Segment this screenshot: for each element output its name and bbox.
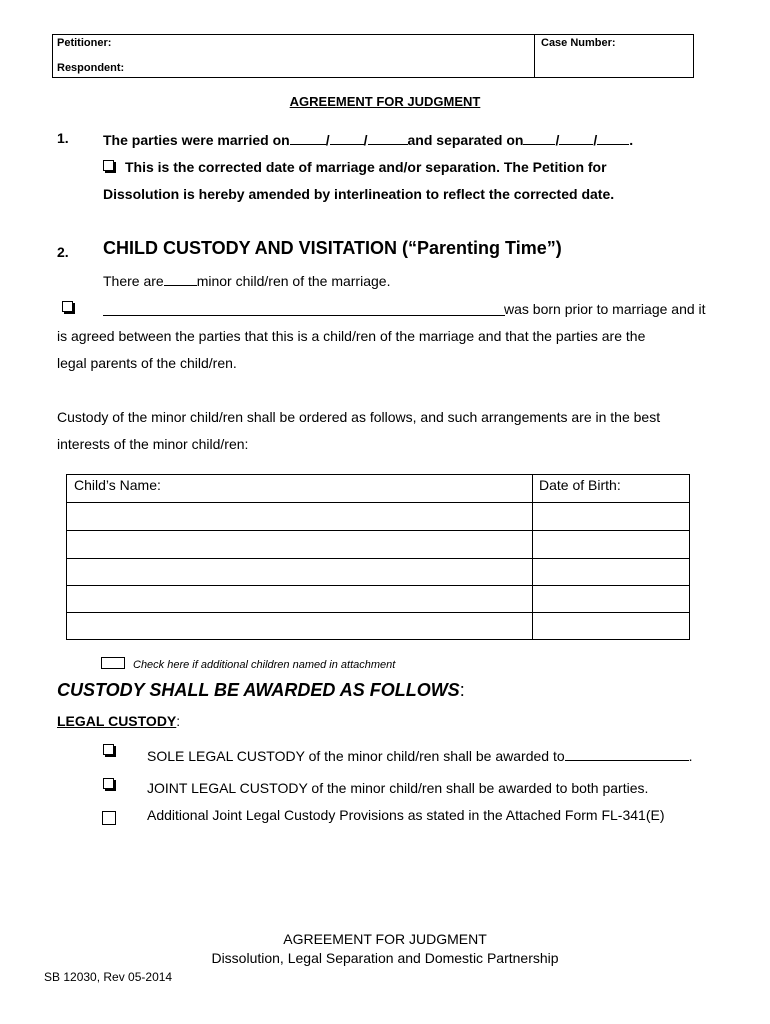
joint-legal-custody-checkbox[interactable] [103, 778, 114, 789]
table-row[interactable] [67, 586, 689, 613]
custody-order-text-1: Custody of the minor child/ren shall be ordered as follows, and such arrangements are in the best [57, 409, 661, 425]
legal-custody-colon: : [176, 713, 181, 729]
sole-legal-custody-line [147, 746, 693, 764]
date-of-birth-header: Date of Birth: [539, 477, 621, 493]
married-day-blank[interactable] [330, 130, 364, 145]
born-prior-name-blank[interactable] [103, 315, 505, 316]
separated-on-text: and separated on [407, 132, 524, 148]
sole-legal-custody-checkbox[interactable] [103, 744, 114, 755]
legal-custody-heading [57, 713, 180, 729]
marriage-dates-end: . [629, 132, 634, 148]
separated-day-blank[interactable] [559, 130, 593, 145]
additional-joint-provisions-checkbox[interactable] [102, 811, 116, 825]
footer-subtitle: Dissolution, Legal Separation and Domestic Partnership [211, 950, 559, 966]
there-are-text: There are [103, 273, 164, 289]
table-row[interactable] [67, 503, 689, 530]
legal-custody-heading-text: LEGAL CUSTODY [57, 713, 177, 729]
petitioner-label: Petitioner: [57, 37, 112, 49]
caption-divider [534, 35, 535, 77]
section-1-number: 1. [57, 130, 69, 146]
respondent-label: Respondent: [57, 62, 125, 74]
footer-title: AGREEMENT FOR JUDGMENT [283, 931, 487, 947]
married-on-text: The parties were married on [103, 132, 290, 148]
custody-order-text-2: interests of the minor child/ren: [57, 436, 249, 452]
additional-joint-provisions-text: Additional Joint Legal Custody Provisions as stated in the Attached Form FL-341(E) [147, 807, 665, 823]
additional-children-checkbox[interactable] [101, 657, 125, 669]
corrected-date-text-1: This is the corrected date of marriage and/or separation. The Petition for [125, 159, 607, 175]
sole-custody-end: . [688, 748, 693, 764]
child-name-header: Child’s Name: [74, 477, 161, 493]
sole-custody-party-blank[interactable] [565, 746, 689, 761]
corrected-date-text-2: Dissolution is hereby amended by interlineation to reflect the corrected date. [103, 186, 615, 202]
section-2-number: 2. [57, 244, 69, 260]
section-2-heading: CHILD CUSTODY AND VISITATION (“Parenting Time”) [103, 238, 562, 258]
born-prior-text: was born prior to marriage and it [504, 301, 706, 317]
form-id: SB 12030, Rev 05-2014 [44, 970, 173, 984]
custody-heading [57, 680, 465, 701]
minor-children-text: minor child/ren of the marriage. [196, 273, 391, 289]
corrected-date-checkbox[interactable] [103, 160, 114, 171]
custody-heading-text: CUSTODY SHALL BE AWARDED AS FOLLOWS [57, 680, 460, 700]
legal-parents-text-1: is agreed between the parties that this is a child/ren of the marriage and that the parties are the [57, 328, 646, 344]
caption-box [52, 34, 694, 78]
sole-legal-custody-text: SOLE LEGAL CUSTODY of the minor child/ren shall be awarded to [147, 748, 565, 764]
additional-children-note: Check here if additional children named in attachment [133, 659, 396, 671]
joint-legal-custody-text: JOINT LEGAL CUSTODY of the minor child/ren shall be awarded to both parties. [147, 780, 649, 796]
custody-heading-colon: : [459, 680, 465, 700]
table-row[interactable] [67, 531, 689, 558]
marriage-dates-line: The parties were married on / / and separated on / / . [103, 132, 634, 148]
married-month-blank[interactable] [290, 130, 326, 145]
table-row[interactable] [67, 559, 689, 586]
children-table [66, 474, 690, 640]
children-count-blank[interactable] [164, 271, 197, 286]
born-prior-checkbox[interactable] [62, 301, 73, 312]
minor-children-count-line [103, 271, 390, 289]
legal-parents-text-2: legal parents of the child/ren. [57, 355, 237, 371]
table-row[interactable] [67, 613, 689, 640]
married-year-blank[interactable] [368, 130, 408, 145]
case-number-label: Case Number: [541, 37, 616, 49]
separated-year-blank[interactable] [597, 130, 629, 145]
separated-month-blank[interactable] [523, 130, 555, 145]
page-title: AGREEMENT FOR JUDGMENT [289, 94, 481, 109]
